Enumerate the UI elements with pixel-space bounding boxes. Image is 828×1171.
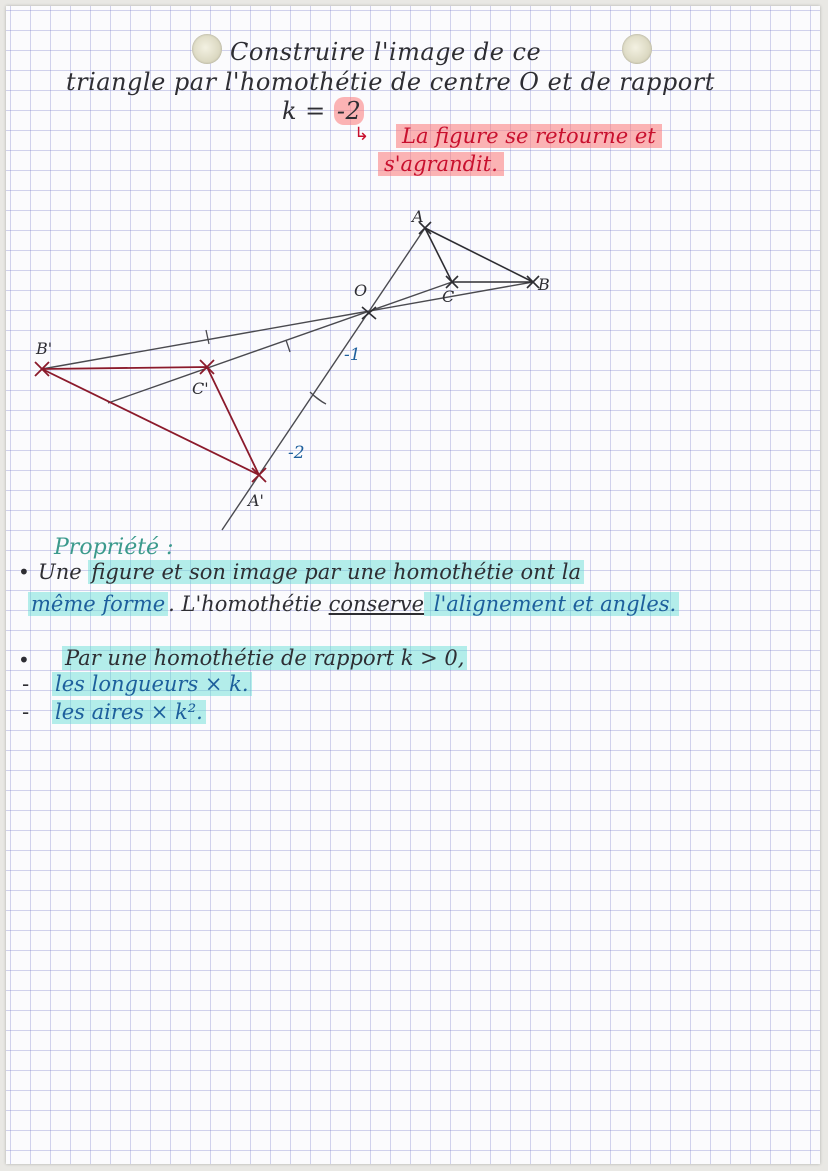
bullet-1-highlight: figure et son image par une homothétie ont la: [88, 560, 584, 584]
lengths-text: les longueurs × k.: [52, 672, 252, 696]
bullet-dot-2: •: [18, 648, 30, 672]
property-title: Propriété :: [54, 535, 174, 560]
property-dash-1: [52, 672, 252, 696]
property-bullet-1-line-2: [28, 592, 679, 616]
line-b-o-b-prime: [42, 282, 533, 369]
label-minus-1: -1: [344, 345, 361, 365]
triangle-abc: [425, 228, 533, 282]
label-b: B: [538, 275, 550, 294]
label-a: A: [412, 207, 424, 226]
property-bullet-1-line-1: [38, 560, 584, 584]
areas-text: les aires × k².: [52, 700, 206, 724]
property-bullet-2: [62, 646, 467, 670]
compass-ticks: [206, 330, 326, 404]
bullet-1-start: Une: [38, 560, 89, 584]
note-line-1: La figure se retourne et: [396, 124, 662, 148]
note-line-2: s'agrandit.: [378, 152, 504, 176]
ratio-label: k =: [282, 97, 334, 125]
line-c-o-c-prime: [108, 282, 455, 403]
alignment-angles-text: l'alignement et angles.: [424, 592, 679, 616]
label-minus-2: -2: [288, 443, 305, 463]
triangle-a-b-c-prime: [42, 367, 259, 475]
label-c-prime: C': [192, 379, 209, 398]
dash-2: -: [22, 700, 30, 724]
dash-1: -: [22, 672, 30, 696]
tick-a-minus-1: [310, 392, 326, 404]
label-o: O: [354, 281, 368, 300]
label-c: C: [442, 287, 455, 306]
conserve-text: conserve: [328, 592, 425, 616]
tick-c-minus-1: [286, 340, 290, 352]
title-line-2: triangle par l'homothétie de centre O et de rapport: [66, 68, 715, 96]
note-arrow-icon: ↳: [354, 124, 370, 145]
line-a-o-a-prime: [222, 228, 425, 530]
bullet-dot-1: •: [18, 560, 30, 584]
label-b-prime: B': [36, 339, 53, 358]
ratio-value: -2: [334, 97, 364, 125]
bullet-2-text: Par une homothétie de rapport k > 0,: [62, 646, 467, 670]
point-a-prime-mark: [252, 468, 266, 482]
title-line-1: Construire l'image de ce: [230, 38, 542, 66]
label-a-prime: A': [248, 491, 264, 510]
same-shape-text: même forme: [28, 592, 168, 616]
homothety-text: . L'homothétie: [168, 592, 329, 616]
tick-b-minus-1: [206, 330, 209, 344]
property-dash-2: [52, 700, 206, 724]
